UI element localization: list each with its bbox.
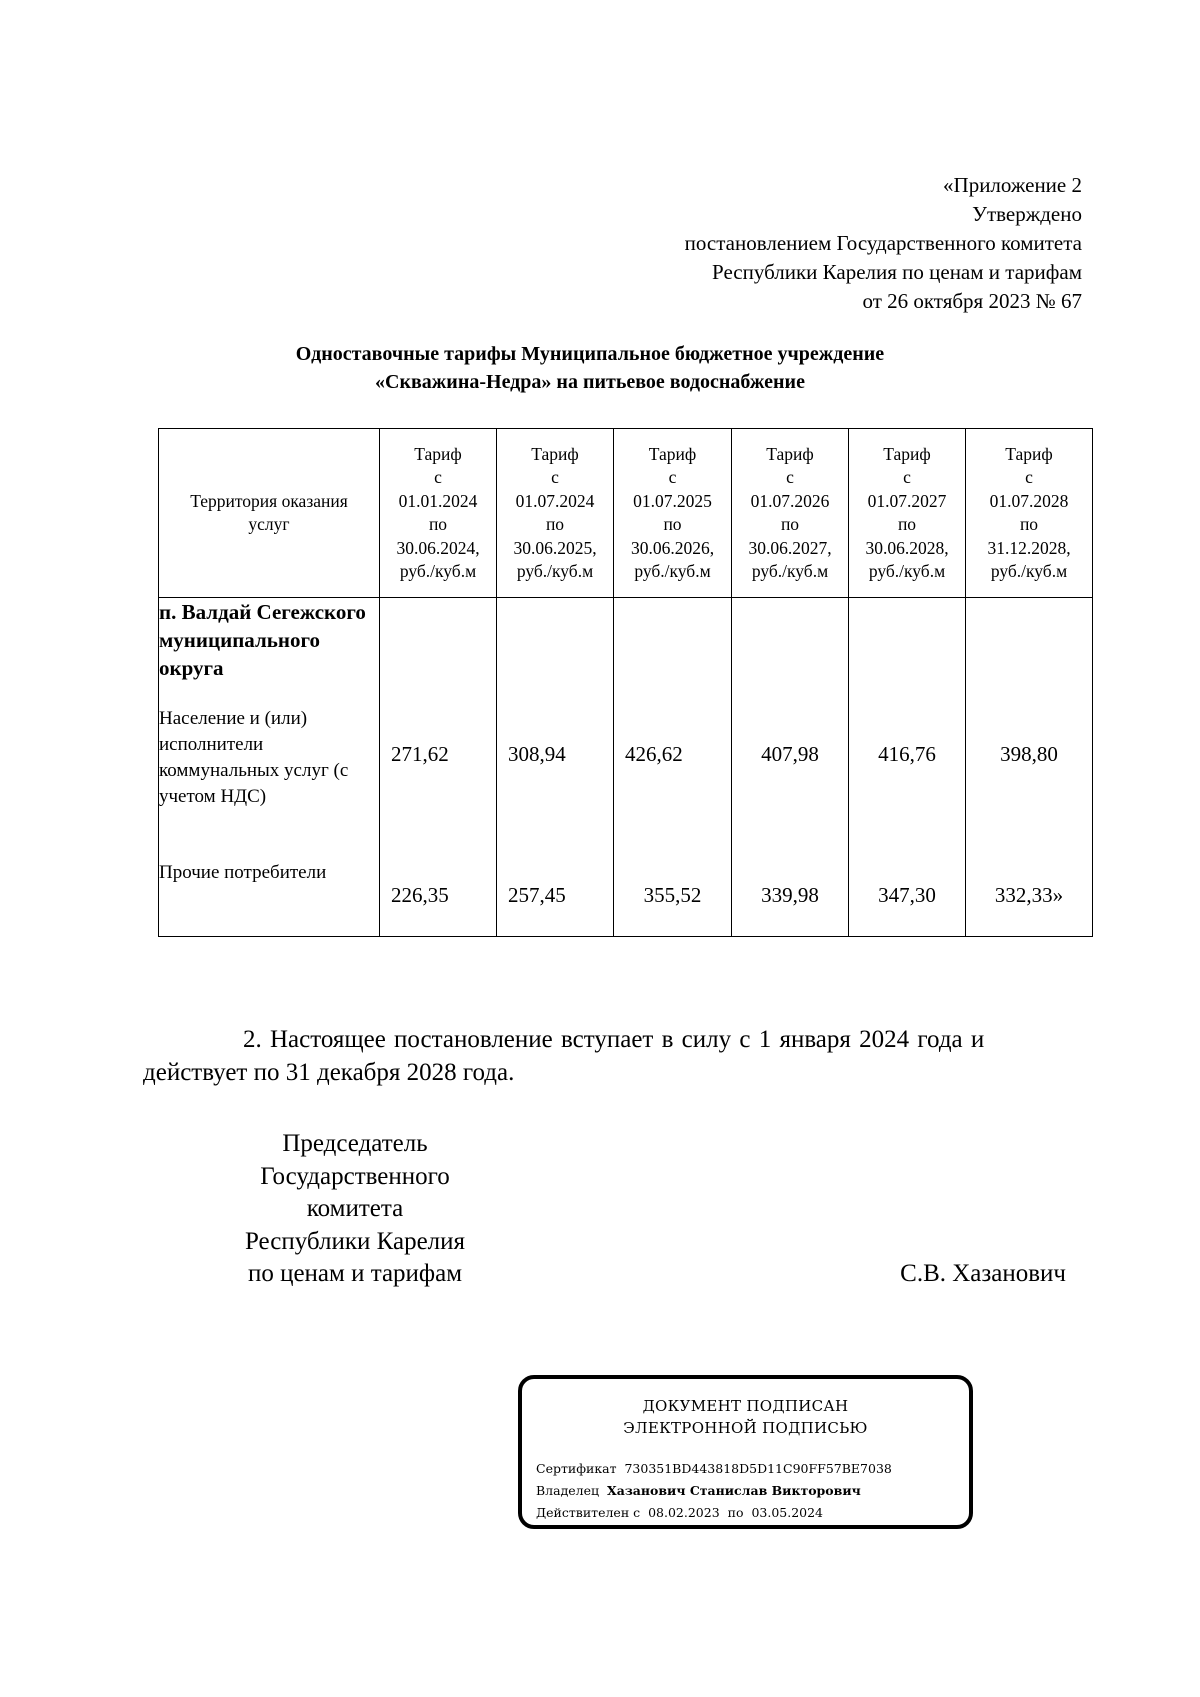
tariff-value: 332,33» — [994, 883, 1064, 907]
tariff-value: 226,35 — [391, 883, 449, 907]
appendix-line: Республики Карелия по ценам и тарифам — [712, 260, 1082, 284]
tariff-value: 407,98 — [761, 742, 819, 766]
tariff-value: 426,62 — [625, 742, 683, 766]
e-signature-stamp — [518, 1375, 973, 1529]
location-name: п. Валдай Сегежского муниципального округа — [159, 600, 366, 680]
paragraph-line: 2. Настоящее постановление вступает в силу с 1 января 2024 года и — [243, 1026, 985, 1053]
effective-date-paragraph — [143, 1023, 1093, 1089]
table-header-row — [159, 429, 1093, 598]
period-header: Тариф с 01.07.2024 по 30.06.2025, руб./куб.м — [497, 429, 614, 598]
tariff-table — [158, 428, 1093, 937]
appendix-line: Утверждено — [972, 202, 1082, 226]
period-header: Тариф с 01.07.2025 по 30.06.2026, руб./куб.м — [614, 429, 732, 598]
period-header: Тариф с 01.07.2027 по 30.06.2028, руб./куб.м — [849, 429, 966, 598]
tariff-value: 271,62 — [391, 742, 449, 766]
value-column — [966, 598, 1093, 937]
tariff-value: 355,52 — [643, 883, 702, 907]
category-label: Население и (или) исполнители коммунальных услуг (с учетом НДС) — [159, 708, 349, 807]
tariff-value: 347,30 — [878, 883, 936, 907]
territory-cell — [159, 598, 380, 937]
tariff-value: 416,76 — [878, 742, 936, 766]
signatory-title-line: по ценам и тарифам — [247, 1260, 463, 1287]
territory-header: Территория оказания услуг — [159, 429, 380, 598]
value-column — [614, 598, 732, 937]
stamp-certificate: Сертификат 730351BD443818D5D11C90FF57BE7038 — [536, 1461, 892, 1476]
category-label: Прочие потребители — [159, 862, 327, 883]
signatory-title-line: Председатель — [282, 1130, 428, 1157]
signatory-title — [210, 1128, 500, 1291]
value-column — [849, 598, 966, 937]
document-title-line: Одноставочные тарифы Муниципальное бюджетное учреждение — [295, 343, 885, 365]
table-body-row — [159, 598, 1093, 937]
stamp-heading-line: ДОКУМЕНТ ПОДПИСАН — [642, 1397, 849, 1415]
signatory-title-line: Республики Карелия — [244, 1227, 466, 1255]
tariff-value: 339,98 — [761, 883, 819, 907]
appendix-line: постановлением Государственного комитета — [684, 231, 1082, 255]
paragraph-line: действует по 31 декабря 2028 года. — [143, 1059, 515, 1086]
signatory-name: С.В. Хазанович — [900, 1260, 1066, 1287]
period-header: Тариф с 01.01.2024 по 30.06.2024, руб./куб.м — [380, 429, 497, 598]
tariff-value: 398,80 — [1000, 742, 1058, 766]
stamp-validity: Действителен с 08.02.2023 по 03.05.2024 — [536, 1505, 824, 1520]
appendix-line: «Приложение 2 — [943, 173, 1082, 197]
tariff-value: 308,94 — [508, 742, 566, 766]
document-title — [160, 340, 1020, 396]
period-header: Тариф с 01.07.2028 по 31.12.2028, руб./куб.м — [966, 429, 1093, 598]
stamp-heading — [522, 1395, 969, 1439]
value-column — [732, 598, 849, 937]
document-title-line: «Скважина-Недра» на питьевое водоснабжение — [375, 371, 805, 393]
tariff-value: 257,45 — [508, 883, 566, 907]
stamp-owner: Владелец Хазанович Станислав Викторович — [536, 1483, 861, 1498]
value-column — [380, 598, 497, 937]
appendix-line: от 26 октября 2023 № 67 — [862, 289, 1082, 313]
period-header: Тариф с 01.07.2026 по 30.06.2027, руб./куб.м — [732, 429, 849, 598]
appendix-block — [685, 171, 1082, 316]
value-column — [497, 598, 614, 937]
signatory-title-line: комитета — [306, 1195, 404, 1222]
stamp-heading-line: ЭЛЕКТРОННОЙ ПОДПИСЬЮ — [623, 1419, 868, 1437]
signatory-title-line: Государственного — [260, 1162, 450, 1190]
